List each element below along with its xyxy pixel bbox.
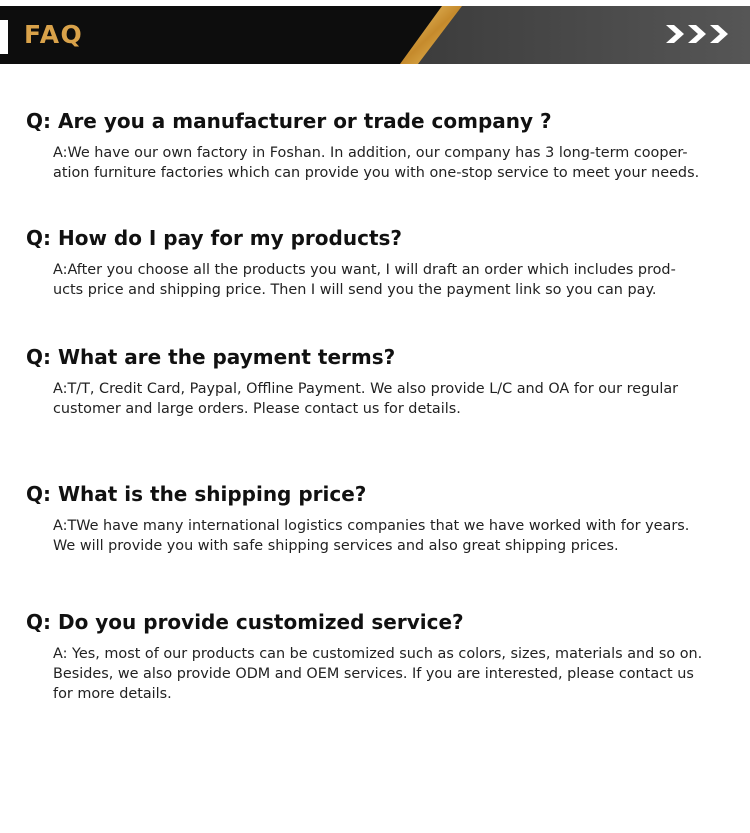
- faq-answer: A:We have our own factory in Foshan. In addition, our company has 3 long-term cooper-ation furniture factories which can provide you with one-stop service to meet your needs.: [53, 145, 700, 181]
- faq-answer: A:After you choose all the products you want, I will draft an order which includes prod-ucts price and shipping price. Then I will send you the payment link so you can pay.: [53, 262, 676, 298]
- faq-answer: A:TWe have many international logistics companies that we have worked with for years. We will provide you with safe shipping services and also great shipping prices.: [53, 518, 690, 554]
- faq-answer: A:T/T, Credit Card, Paypal, Offline Payment. We also provide L/C and OA for our regular customer and large orders. Please contact us for details.: [53, 381, 679, 417]
- faq-question: Q: What are the payment terms?: [26, 345, 396, 369]
- faq-item: [26, 481, 716, 556]
- faq-answer: A: Yes, most of our products can be customized such as colors, sizes, materials and so on. Besides, we also provide ODM and OEM services. If you are interested, please contact us for more details.: [53, 646, 703, 702]
- faq-question: Q: How do I pay for my products?: [26, 226, 403, 250]
- header-title: FAQ: [24, 20, 84, 49]
- faq-question: Q: Do you provide customized service?: [26, 610, 464, 634]
- faq-item: [26, 225, 716, 300]
- faq-item: [26, 108, 716, 183]
- faq-item: [26, 344, 716, 419]
- faq-question: Q: What is the shipping price?: [26, 482, 367, 506]
- faq-item: [26, 609, 716, 704]
- faq-question: Q: Are you a manufacturer or trade company ?: [26, 109, 552, 133]
